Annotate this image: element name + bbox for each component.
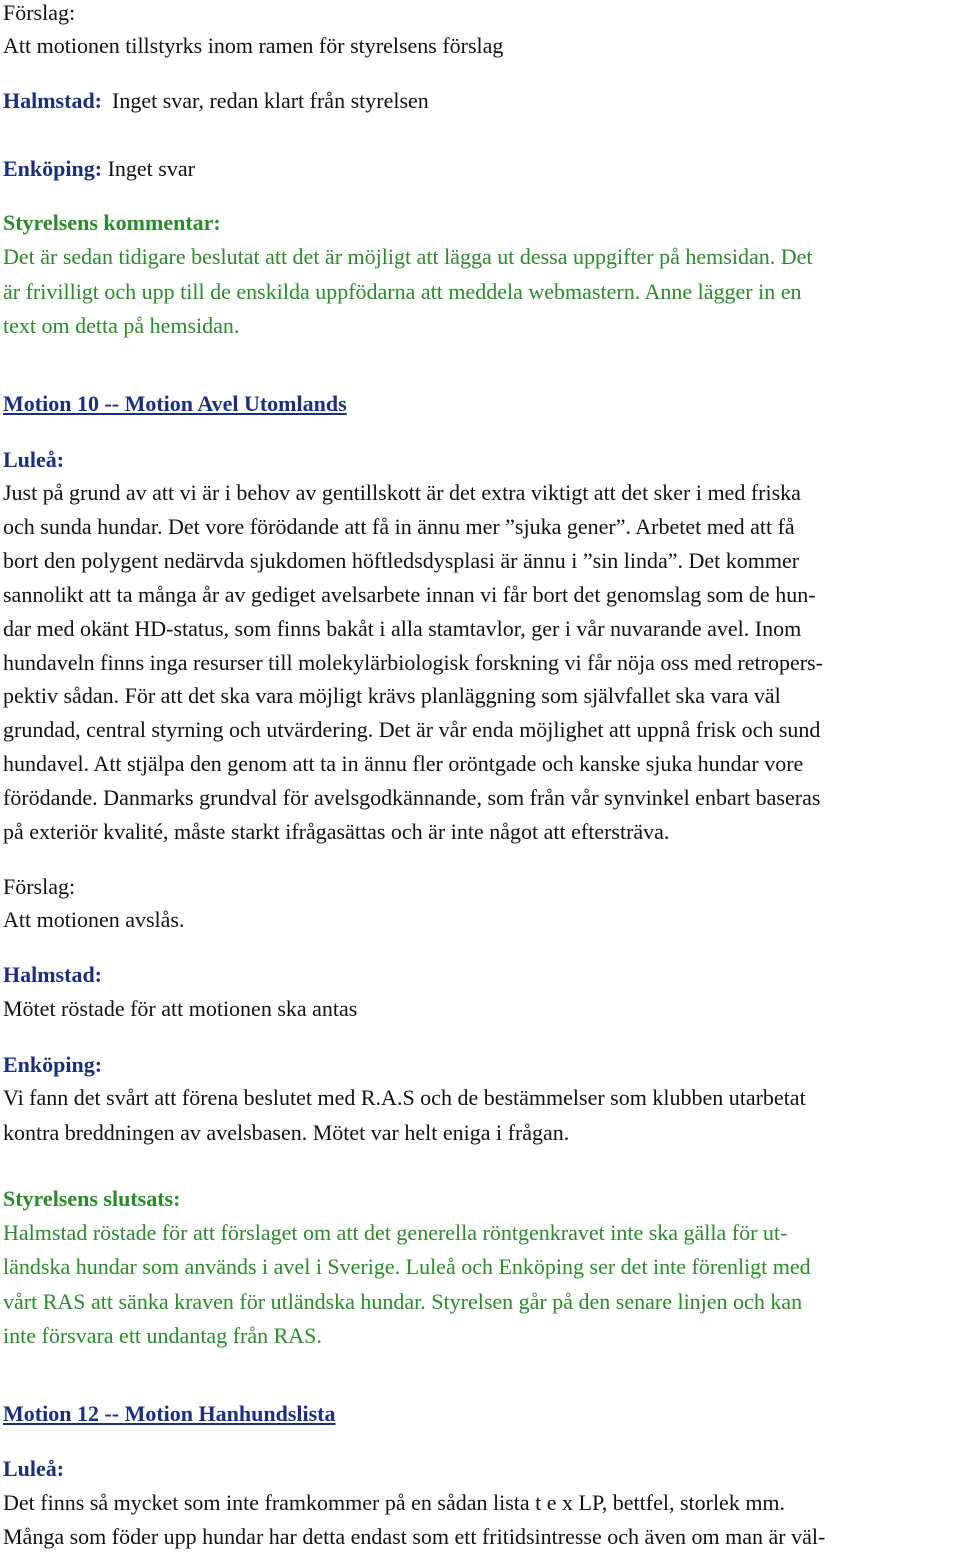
motion-10-lulea-line: dar med okänt HD-status, som finns bakåt i alla stamtavlor, ger i vår nuvarande avel. Inom bbox=[3, 616, 802, 641]
motion-10-enkoping-line: kontra breddningen av avelsbasen. Mötet var helt eniga i frågan. bbox=[3, 1120, 570, 1145]
motion-10-enkoping-line: Vi fann det svårt att förena beslutet med R.A.S och de bestämmelser som klubben utarbetat bbox=[3, 1085, 806, 1110]
motion-10-slutsats-line: Halmstad röstade för att förslaget om att det generella röntgenkravet inte ska gälla för ut- bbox=[3, 1220, 788, 1245]
motion-10-lulea-label: Luleå: bbox=[3, 447, 65, 472]
motion-10-lulea-line: pektiv sådan. För att det ska vara möjligt krävs planläggning som självfallet ska vara väl bbox=[3, 683, 781, 708]
motion-10-forslag-label: Förslag: bbox=[3, 874, 76, 899]
motion-12-lulea-line: Det finns så mycket som inte framkommer på en sådan lista t e x LP, bettfel, storlek mm. bbox=[3, 1490, 786, 1515]
motion-10-enkoping-label: Enköping: bbox=[3, 1052, 103, 1077]
enkoping-row bbox=[3, 156, 195, 182]
halmstad-text: Inget svar, redan klart från styrelsen bbox=[112, 88, 429, 113]
motion-10-halmstad-text: Mötet röstade för att motionen ska antas bbox=[3, 996, 358, 1021]
motion-10-lulea-line: förödande. Danmarks grundval för avelsgodkännande, som från vår synvinkel enbart baseras bbox=[3, 785, 821, 810]
motion-10-lulea-line: på exteriör kvalité, måste starkt ifrågasättas och är inte något att eftersträva. bbox=[3, 819, 670, 844]
enkoping-text: Inget svar bbox=[107, 156, 195, 181]
styrelsen-line: text om detta på hemsidan. bbox=[3, 313, 240, 338]
forslag-label: Förslag: bbox=[3, 0, 76, 25]
motion-10-slutsats-line: vårt RAS att sänka kraven för utländska hundar. Styrelsen går på den senare linjen och kan bbox=[3, 1289, 803, 1314]
motion-12-heading: Motion 12 -- Motion Hanhundslista bbox=[3, 1401, 336, 1426]
motion-10-halmstad-label: Halmstad: bbox=[3, 962, 102, 987]
halmstad-row bbox=[3, 88, 429, 114]
motion-10-slutsats-line: ländska hundar som används i avel i Sverige. Luleå och Enköping ser det inte förenligt med bbox=[3, 1254, 811, 1279]
motion-10-heading: Motion 10 -- Motion Avel Utomlands bbox=[3, 391, 347, 416]
motion-12-lulea-line: Många som föder upp hundar har detta endast som ett fritidsintresse och även om man är väl- bbox=[3, 1524, 826, 1549]
forslag-text: Att motionen tillstyrks inom ramen för styrelsens förslag bbox=[3, 33, 504, 58]
motion-10-lulea-line: Just på grund av att vi är i behov av gentillskott är det extra viktigt att det sker i med friska bbox=[3, 480, 801, 505]
motion-10-slutsats-line: inte försvara ett undantag från RAS. bbox=[3, 1323, 322, 1348]
motion-10-lulea-line: grundad, central styrning och utvärdering. Det är vår enda möjlighet att uppnå frisk och sund bbox=[3, 717, 821, 742]
motion-10-lulea-line: hundaveln finns inga resurser till molekylärbiologisk forskning vi får nöja oss med retropers- bbox=[3, 650, 823, 675]
motion-10-lulea-line: sannolikt att ta många år av gediget avelsarbete innan vi får bort det genomslag som de hun- bbox=[3, 582, 816, 607]
styrelsen-line: är frivilligt och upp till de enskilda uppfödarna att meddela webmastern. Anne lägger in en bbox=[3, 279, 802, 304]
styrelsen-kommentar-label: Styrelsens kommentar: bbox=[3, 210, 221, 235]
halmstad-label: Halmstad: bbox=[3, 88, 102, 113]
motion-12-lulea-label: Luleå: bbox=[3, 1456, 65, 1481]
motion-10-slutsats-label: Styrelsens slutsats: bbox=[3, 1186, 181, 1211]
styrelsen-line: Det är sedan tidigare beslutat att det är möjligt att lägga ut dessa uppgifter på hemsidan. Det bbox=[3, 244, 813, 269]
motion-10-lulea-line: hundavel. Att stjälpa den genom att ta in ännu fler oröntgade och kanske sjuka hundar vore bbox=[3, 751, 804, 776]
enkoping-label: Enköping: bbox=[3, 156, 103, 181]
motion-10-lulea-line: bort den polygent nedärvda sjukdomen höftledsdysplasi är ännu i ”sin linda”. Det kommer bbox=[3, 548, 800, 573]
motion-10-lulea-line: och sunda hundar. Det vore förödande att få in ännu mer ”sjuka gener”. Arbetet med att få bbox=[3, 514, 795, 539]
motion-10-forslag-text: Att motionen avslås. bbox=[3, 907, 185, 932]
